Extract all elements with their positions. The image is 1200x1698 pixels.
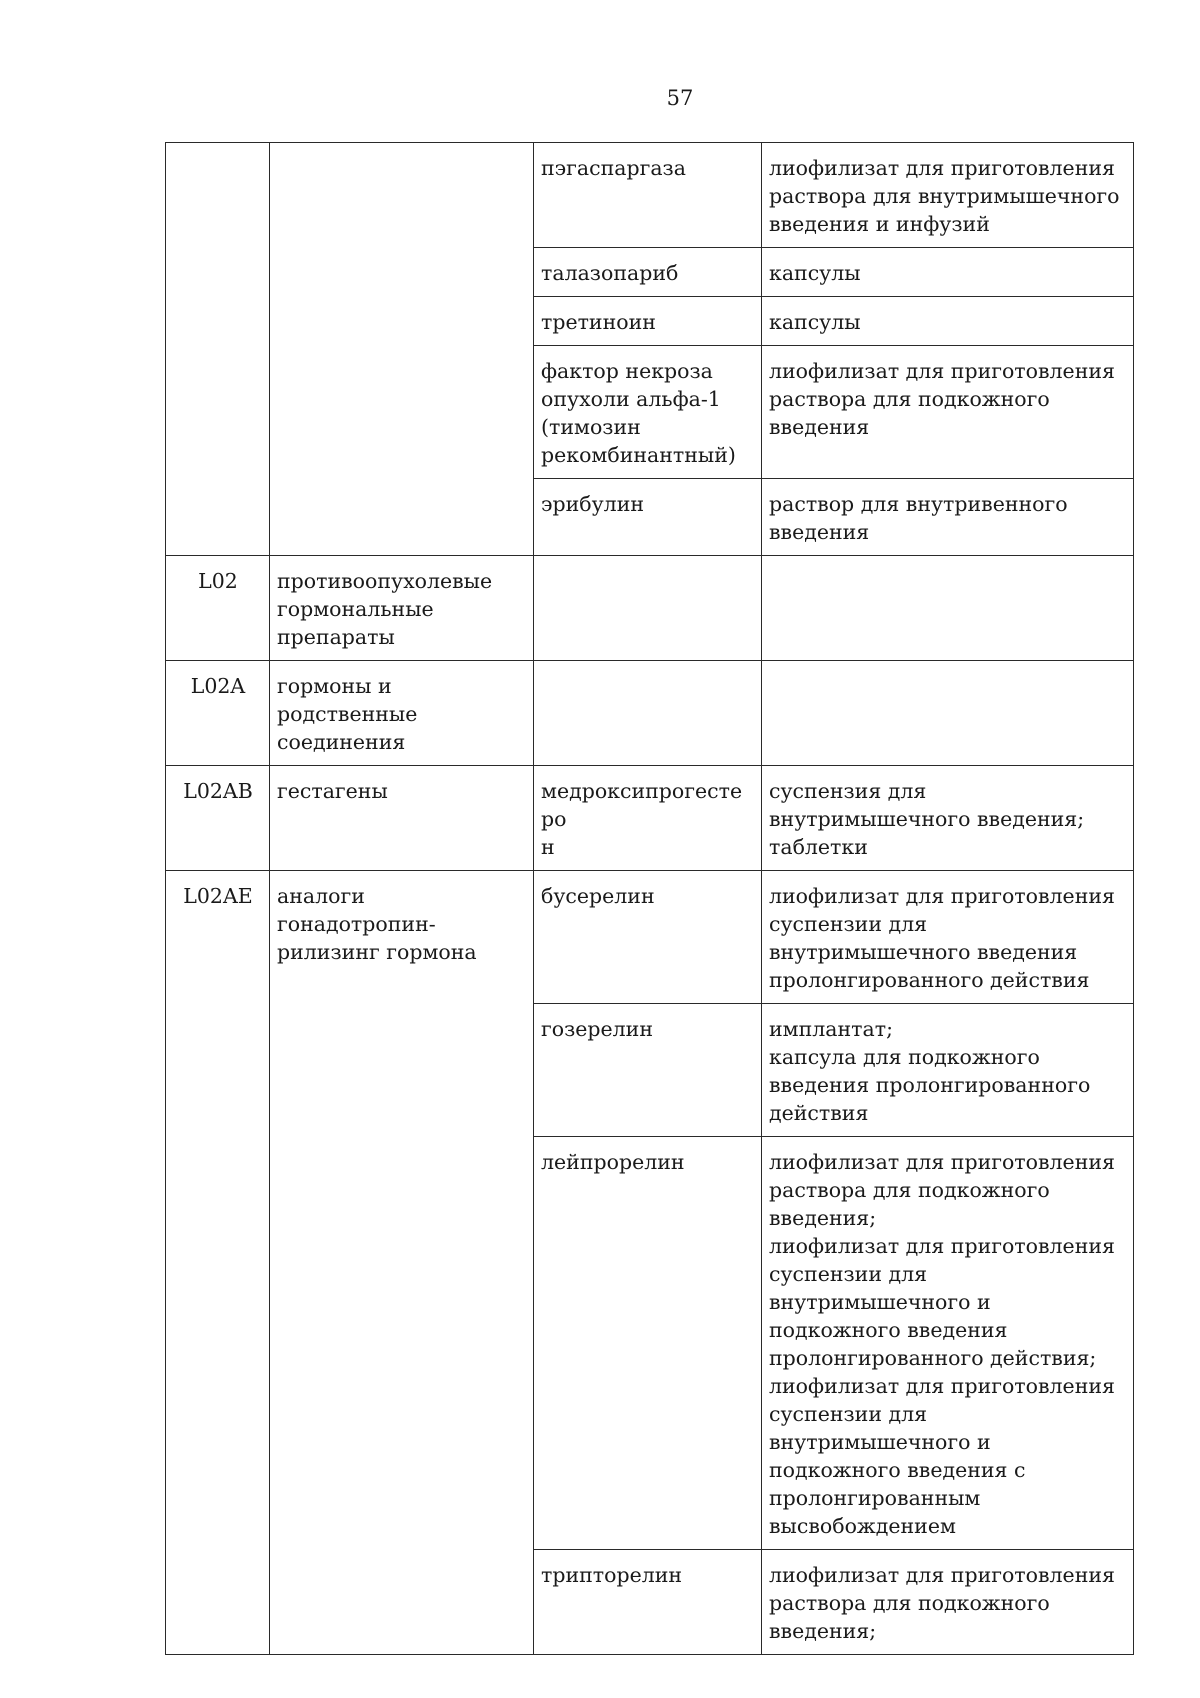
inn-cell: гозерелин — [534, 1004, 762, 1137]
dosage-form-cell: лиофилизат для приготовления раствора для подкожного введения; — [762, 1550, 1134, 1655]
code-cell — [166, 143, 270, 556]
inn-cell: пэгаспаргаза — [534, 143, 762, 248]
dosage-form-cell: лиофилизат для приготовления суспензии для внутримышечного введения пролонгированного действия — [762, 871, 1134, 1004]
dosage-form-cell: лиофилизат для приготовления раствора для подкожного введения — [762, 346, 1134, 479]
dosage-form-cell: суспензия для внутримышечного введения; таблетки — [762, 766, 1134, 871]
group-name: противоопухолевые гормональные препараты — [270, 556, 534, 661]
atc-code: L02AB — [166, 766, 270, 871]
dosage-form-cell: капсулы — [762, 248, 1134, 297]
dosage-form-cell: капсулы — [762, 297, 1134, 346]
drug-table — [165, 142, 1134, 1655]
table-row — [166, 871, 1134, 1004]
table-row — [166, 143, 1134, 248]
dosage-form-cell: лиофилизат для приготовления раствора для подкожного введения; лиофилизат для приготовления суспензии для внутримышечного и подкожного введения пролонгированного действия; лиофилизат для приготовления суспензии для внутримышечного и подкожного введения с пролонгированным высвобождением — [762, 1137, 1134, 1550]
table-row — [166, 661, 1134, 766]
group-name: гестагены — [270, 766, 534, 871]
dosage-form-cell — [762, 661, 1134, 766]
inn-cell: лейпрорелин — [534, 1137, 762, 1550]
atc-code: L02 — [166, 556, 270, 661]
group-name-cell — [270, 143, 534, 556]
dosage-form-cell: лиофилизат для приготовления раствора для внутримышечного введения и инфузий — [762, 143, 1134, 248]
inn-cell: эрибулин — [534, 479, 762, 556]
atc-code: L02A — [166, 661, 270, 766]
page-number: 57 — [666, 86, 694, 110]
group-name: аналоги гонадотропин-рилизинг гормона — [270, 871, 534, 1655]
inn-cell: медроксипрогестеро н — [534, 766, 762, 871]
atc-code: L02AE — [166, 871, 270, 1655]
dosage-form-cell — [762, 556, 1134, 661]
inn-cell: фактор некроза опухоли альфа-1 (тимозин рекомбинантный) — [534, 346, 762, 479]
inn-cell: талазопариб — [534, 248, 762, 297]
inn-cell — [534, 661, 762, 766]
table-row — [166, 766, 1134, 871]
group-name: гормоны и родственные соединения — [270, 661, 534, 766]
table-row — [166, 556, 1134, 661]
dosage-form-cell: раствор для внутривенного введения — [762, 479, 1134, 556]
dosage-form-cell: имплантат; капсула для подкожного введения пролонгированного действия — [762, 1004, 1134, 1137]
inn-cell: трипторелин — [534, 1550, 762, 1655]
inn-cell: бусерелин — [534, 871, 762, 1004]
inn-cell: третиноин — [534, 297, 762, 346]
inn-cell — [534, 556, 762, 661]
